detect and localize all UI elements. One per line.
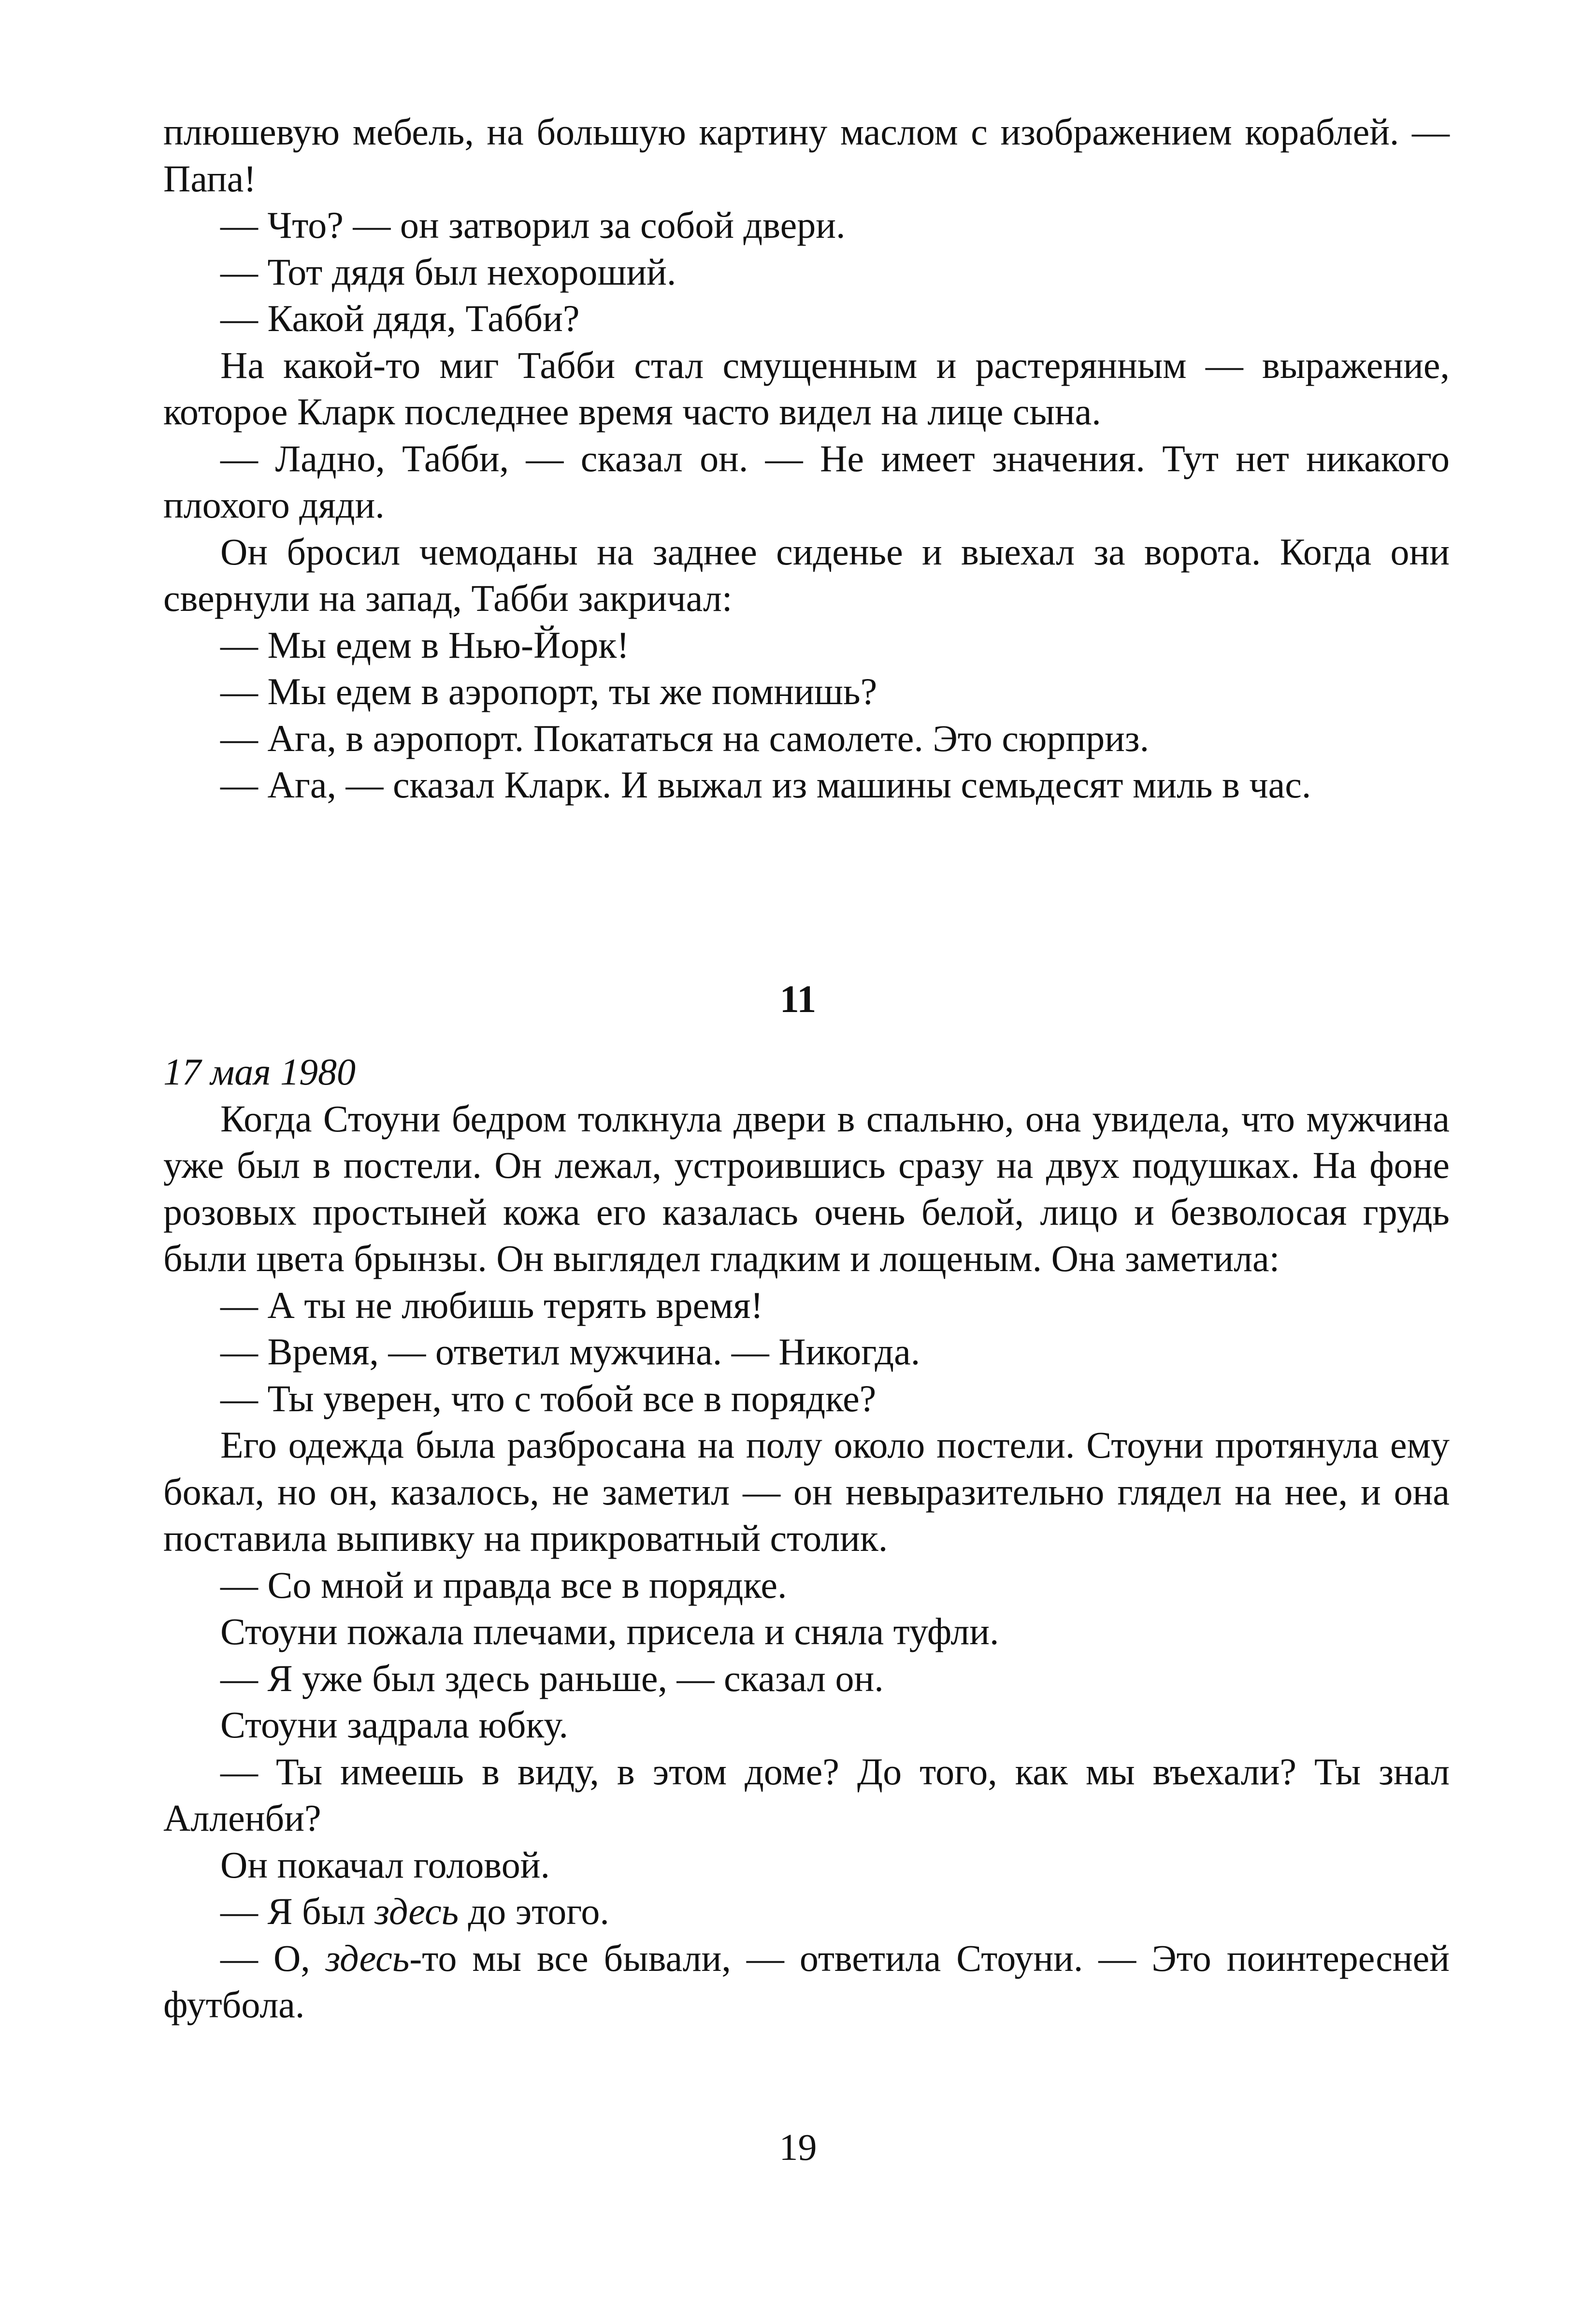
text-run: — О,: [220, 1937, 326, 1979]
paragraph-with-emphasis: [163, 1888, 1450, 1935]
paragraph: — Ты имеешь в виду, в этом доме? До того, как мы въехали? Ты знал Алленби?: [163, 1750, 1450, 1839]
emphasized-word: здесь: [325, 1937, 410, 1979]
paragraph: — Что? — он затворил за собой двери.: [220, 204, 846, 246]
paragraph: — А ты не любишь терять время!: [220, 1284, 763, 1326]
paragraph: плюшевую мебель, на большую картину маслом с изображением кораблей. — Папа!: [163, 111, 1450, 200]
paragraph: — Со мной и правда все в порядке.: [220, 1563, 787, 1606]
paragraph: Стоуни задрала юбку.: [220, 1704, 568, 1746]
page-number: 19: [779, 2126, 817, 2168]
paragraph-with-emphasis: [163, 1935, 1450, 2028]
paragraph: Стоуни пожала плечами, присела и сняла туфли.: [220, 1610, 999, 1652]
paragraph: — Я уже был здесь раньше, — сказал он.: [220, 1657, 884, 1699]
paragraph: Он покачал головой.: [220, 1843, 550, 1886]
text-run: до этого.: [459, 1890, 609, 1932]
paragraph: — Мы едем в Нью-Йорк!: [220, 623, 630, 666]
text-section-top: [163, 109, 1450, 809]
text-section-bottom: [163, 1049, 1450, 2028]
chapter-number: 11: [779, 978, 817, 1021]
text-run: -то мы все бывали, — ответила Стоуни. — Это поинтересней футбола.: [163, 1937, 1450, 2026]
paragraph: — Ага, в аэропорт. Покататься на самолете. Это сюрприз.: [220, 717, 1150, 759]
paragraph: — Ладно, Табби, — сказал он. — Не имеет значения. Тут нет никакого плохого дяди.: [163, 437, 1450, 526]
paragraph: — Ты уверен, что с тобой все в порядке?: [220, 1377, 877, 1419]
paragraph: Он бросил чемоданы на заднее сиденье и выехал за ворота. Когда они свернули на запад, Табби закричал:: [163, 530, 1450, 619]
paragraph: — Какой дядя, Табби?: [220, 297, 580, 339]
text-run: — Я был: [220, 1890, 375, 1932]
paragraph: Когда Стоуни бедром толкнула двери в спальню, она увидела, что мужчина уже был в постели. Он лежал, устроившись сразу на двух подушках. На фоне розовых простыней кожа его казалась очень белой, лицо и безволосая грудь были цвета брынзы. Он выглядел гладким и лощеным. Она заметила:: [163, 1097, 1450, 1279]
paragraph: — Время, — ответил мужчина. — Никогда.: [220, 1331, 920, 1373]
paragraph: Его одежда была разбросана на полу около постели. Стоуни протянула ему бокал, но он, казалось, не заметил — он невыразительно глядел на нее, и она поставила выпивку на прикроватный столик.: [163, 1424, 1450, 1559]
paragraph: На какой-то миг Табби стал смущенным и растерянным — выражение, которое Кларк последнее время часто видел на лице сына.: [163, 344, 1450, 433]
paragraph: — Тот дядя был нехороший.: [220, 250, 676, 293]
emphasized-word: здесь: [374, 1890, 459, 1932]
paragraph: — Ага, — сказал Кларк. И выжал из машины семьдесят миль в час.: [220, 764, 1311, 806]
paragraph: — Мы едем в аэропорт, ты же помнишь?: [220, 670, 877, 712]
chapter-date: 17 мая 1980: [163, 1051, 356, 1093]
